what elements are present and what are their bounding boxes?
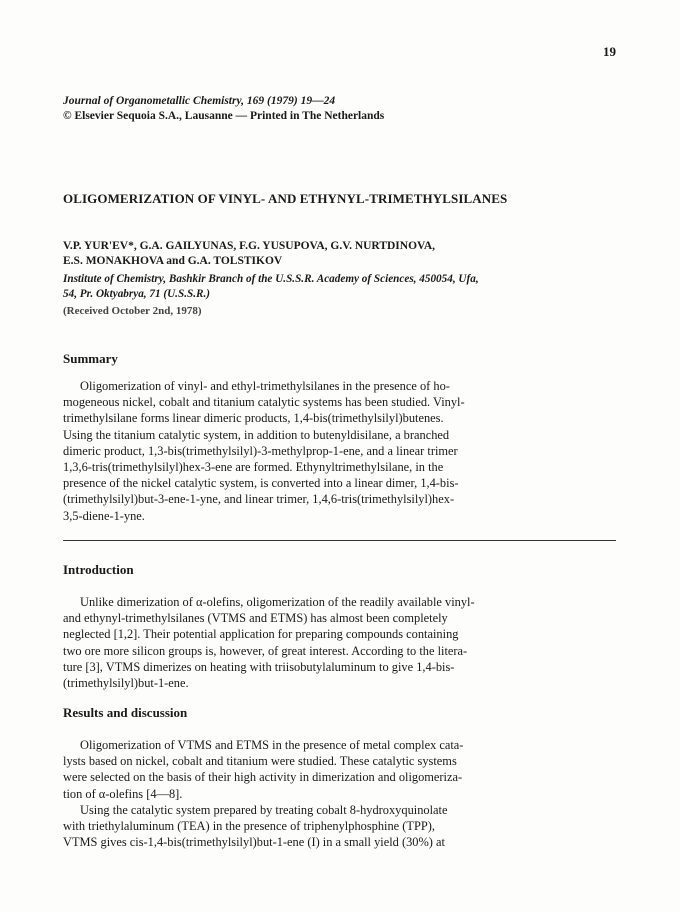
paper-title: OLIGOMERIZATION OF VINYL- AND ETHYNYL-TRIMETHYLSILANES bbox=[63, 191, 508, 206]
summary-line: presence of the nickel catalytic system, is converted into a linear dimer, 1,4-bis- bbox=[63, 476, 459, 491]
summary-line: mogeneous nickel, cobalt and titanium catalytic systems has been studied. Vinyl- bbox=[63, 395, 465, 410]
intro-line: neglected [1,2]. Their potential application for preparing compounds containing bbox=[63, 627, 459, 642]
authors-line-1: V.P. YUR'EV*, G.A. GAILYUNAS, F.G. YUSUPOVA, G.V. NURTDINOVA, bbox=[63, 240, 436, 252]
journal-info bbox=[63, 94, 384, 124]
intro-line: (trimethylsilyl)but-1-ene. bbox=[63, 676, 189, 691]
results-line: VTMS gives cis-1,4-bis(trimethylsilyl)but-1-ene (I) in a small yield (30%) at bbox=[63, 835, 445, 850]
page-number: 19 bbox=[603, 44, 616, 59]
summary-line: dimeric product, 1,3-bis(trimethylsilyl)-3-methylprop-1-ene, and a linear trimer bbox=[63, 443, 458, 458]
summary-line: 1,3,6-tris(trimethylsilyl)hex-3-ene are formed. Ethynyltrimethylsilane, in the bbox=[63, 460, 444, 475]
introduction-text bbox=[63, 594, 631, 691]
results-line: tion of α-olefins [4—8]. bbox=[63, 786, 183, 801]
journal-citation: Journal of Organometallic Chemistry, 169 (1979) 19—24 bbox=[63, 95, 336, 107]
affiliation-line-2: 54, Pr. Oktyabrya, 71 (U.S.S.R.) bbox=[63, 288, 210, 300]
summary-heading: Summary bbox=[63, 351, 118, 366]
summary-line: Using the titanium catalytic system, in addition to butenyldisilane, a branched bbox=[63, 427, 450, 442]
summary-line: 3,5-diene-1-yne. bbox=[63, 508, 145, 523]
intro-line: two ore more silicon groups is, however, of great interest. According to the litera- bbox=[63, 643, 468, 658]
affiliation bbox=[63, 272, 623, 302]
summary-divider bbox=[63, 540, 616, 541]
results-text bbox=[63, 737, 631, 850]
authors-line-2: E.S. MONAKHOVA and G.A. TOLSTIKOV bbox=[63, 255, 283, 267]
results-line: Using the catalytic system prepared by treating cobalt 8-hydroxyquinolate bbox=[80, 802, 448, 817]
intro-line: ture [3], VTMS dimerizes on heating with triisobutylaluminum to give 1,4-bis- bbox=[63, 659, 455, 674]
summary-line: Oligomerization of vinyl- and ethyl-trimethylsilanes in the presence of ho- bbox=[80, 379, 450, 393]
publisher-line: © Elsevier Sequoia S.A., Lausanne — Printed in The Netherlands bbox=[63, 110, 385, 122]
author-list bbox=[63, 239, 435, 269]
received-date: (Received October 2nd, 1978) bbox=[63, 305, 202, 317]
results-line: were selected on the basis of their high activity in dimerization and oligomeriza- bbox=[63, 770, 463, 785]
summary-line: trimethylsilane forms linear dimeric products, 1,4-bis(trimethylsilyl)butenes. bbox=[63, 411, 444, 426]
introduction-heading: Introduction bbox=[63, 562, 134, 577]
affiliation-line-1: Institute of Chemistry, Bashkir Branch of the U.S.S.R. Academy of Sciences, 450054, Ufa, bbox=[63, 273, 479, 285]
results-line: lysts based on nickel, cobalt and titanium were studied. These catalytic systems bbox=[63, 754, 457, 769]
results-heading: Results and discussion bbox=[63, 705, 188, 720]
summary-text bbox=[63, 378, 631, 524]
intro-line: Unlike dimerization of α-olefins, oligomerization of the readily available vinyl- bbox=[80, 595, 475, 609]
results-line: with triethylaluminum (TEA) in the presence of triphenylphosphine (TPP), bbox=[63, 819, 435, 834]
summary-line: (trimethylsilyl)but-3-ene-1-yne, and linear trimer, 1,4,6-tris(trimethylsilyl)hex- bbox=[63, 492, 455, 507]
intro-line: and ethynyl-trimethylsilanes (VTMS and ETMS) has almost been completely bbox=[63, 611, 448, 626]
results-line: Oligomerization of VTMS and ETMS in the presence of metal complex cata- bbox=[80, 738, 464, 752]
